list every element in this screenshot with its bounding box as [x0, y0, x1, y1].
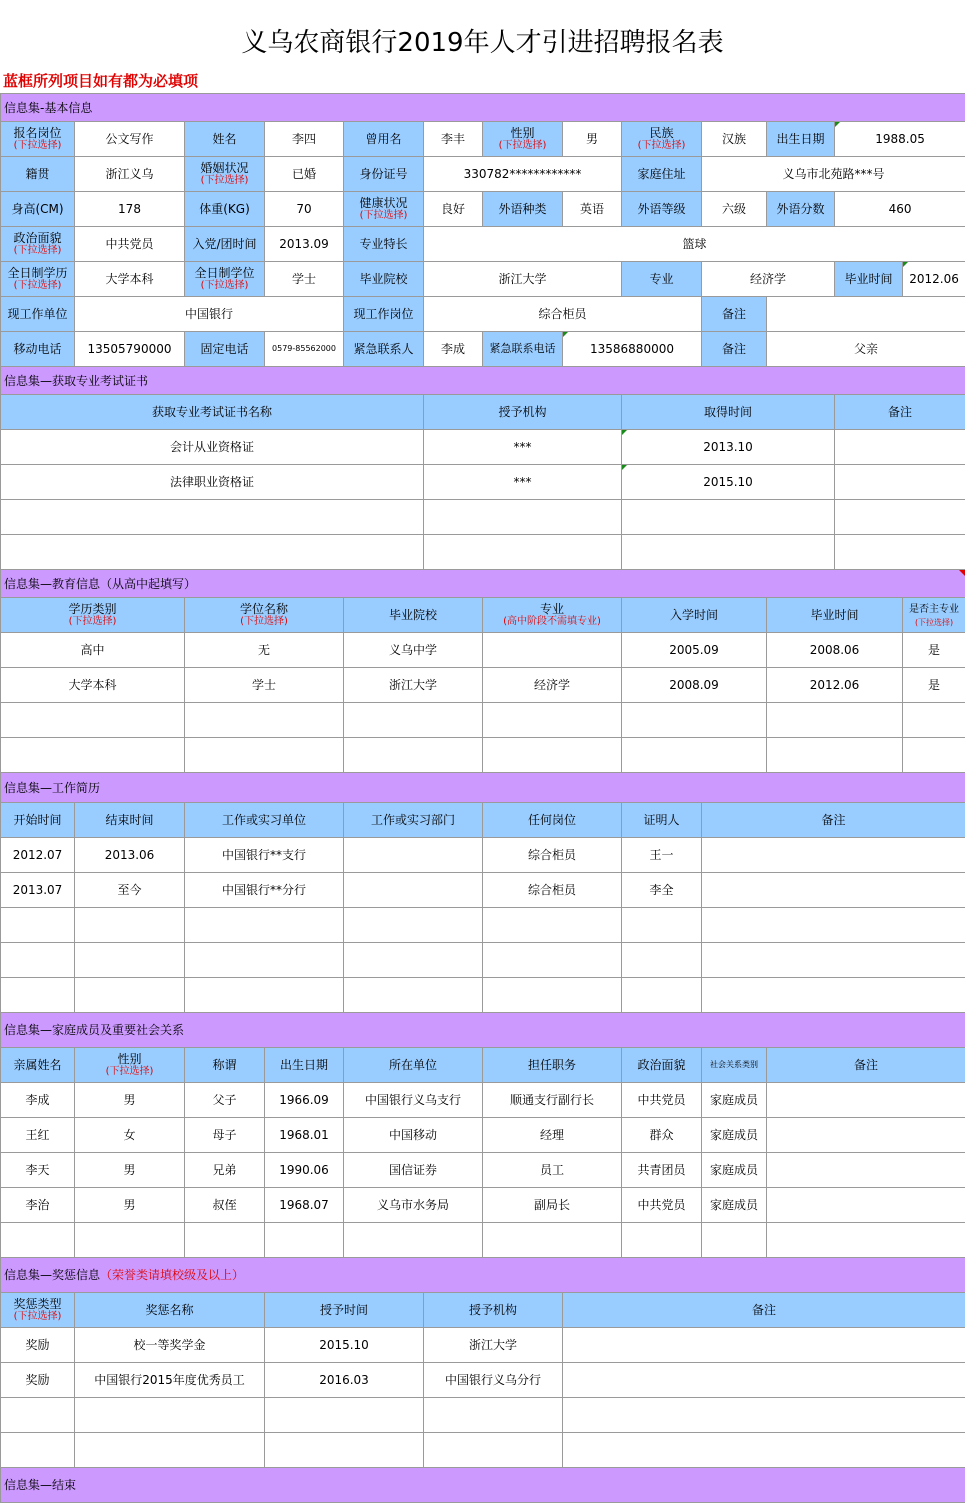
table-row [1, 500, 965, 535]
edu-cell[interactable]: 2012.06 [767, 668, 903, 703]
work-cell[interactable]: 2013.07 [1, 873, 75, 908]
award-note: （荣誉类请填校级及以上） [100, 1268, 245, 1282]
work-header: 备注 [702, 803, 965, 838]
cert-cell[interactable] [835, 430, 965, 465]
field-address[interactable]: 义乌市北苑路***号 [702, 157, 965, 192]
award-cell[interactable]: 校一等奖学金 [75, 1328, 265, 1363]
family-cell[interactable]: 女 [75, 1118, 185, 1153]
field-native[interactable]: 浙江义乌 [75, 157, 185, 192]
edu-header: 毕业时间 [767, 598, 903, 633]
label-address: 家庭住址 [622, 157, 702, 192]
work-cell[interactable] [344, 943, 483, 978]
table-row [1, 1153, 965, 1188]
work-cell[interactable] [1, 978, 75, 1013]
cert-cell[interactable]: 会计从业资格证 [1, 430, 424, 465]
award-cell[interactable]: 2015.10 [265, 1328, 424, 1363]
edu-cell[interactable]: 学士 [185, 668, 344, 703]
edu-cell[interactable]: 无 [185, 633, 344, 668]
family-cell[interactable]: 员工 [483, 1153, 622, 1188]
work-cell[interactable]: 王一 [622, 838, 702, 873]
edu-cell[interactable] [185, 703, 344, 738]
label-employer: 现工作单位 [1, 297, 75, 332]
table-row [1, 873, 965, 908]
family-header: 性别 (下拉选择) [75, 1048, 185, 1083]
award-header: 备注 [563, 1293, 965, 1328]
award-header: 授予机构 [424, 1293, 563, 1328]
award-cell[interactable]: 2016.03 [265, 1363, 424, 1398]
family-cell[interactable]: 男 [75, 1188, 185, 1223]
award-cell[interactable] [424, 1433, 563, 1468]
edu-header: 毕业院校 [344, 598, 483, 633]
field-contact-phone[interactable]: 13586880000 [563, 332, 702, 367]
edu-cell[interactable] [903, 738, 965, 773]
label-contact: 紧急联系人 [344, 332, 424, 367]
field-lang-type[interactable]: 英语 [563, 192, 622, 227]
section-end: 信息集—结束 [1, 1468, 965, 1503]
family-cell[interactable]: 家庭成员 [702, 1153, 767, 1188]
field-grad-time[interactable]: 2012.06 [903, 262, 965, 297]
edu-header: 入学时间 [622, 598, 767, 633]
work-cell[interactable] [185, 943, 344, 978]
award-cell[interactable]: 奖励 [1, 1363, 75, 1398]
label-remark-2: 备注 [702, 332, 767, 367]
table-row [1, 1223, 965, 1258]
work-header: 开始时间 [1, 803, 75, 838]
work-cell[interactable] [185, 978, 344, 1013]
family-cell[interactable] [767, 1188, 965, 1223]
label-ft-edu: 全日制学历 (下拉选择) [1, 262, 75, 297]
family-cell[interactable]: 家庭成员 [702, 1188, 767, 1223]
work-cell[interactable] [1, 908, 75, 943]
work-cell[interactable]: 中国银行**支行 [185, 838, 344, 873]
cert-header: 备注 [835, 395, 965, 430]
award-cell[interactable] [424, 1398, 563, 1433]
label-height: 身高(CM) [1, 192, 75, 227]
label-lang-score: 外语分数 [767, 192, 835, 227]
label-mobile: 移动电话 [1, 332, 75, 367]
edu-cell[interactable] [344, 703, 483, 738]
work-header: 证明人 [622, 803, 702, 838]
field-birth[interactable]: 1988.05 [835, 122, 965, 157]
table-row [1, 1188, 965, 1223]
label-ft-degree: 全日制学位 (下拉选择) [185, 262, 265, 297]
award-header: 奖惩类型 (下拉选择) [1, 1293, 75, 1328]
cert-cell[interactable]: *** [424, 430, 622, 465]
table-row [1, 908, 965, 943]
family-cell[interactable]: 中国移动 [344, 1118, 483, 1153]
work-cell[interactable] [344, 978, 483, 1013]
award-cell[interactable]: 浙江大学 [424, 1328, 563, 1363]
cert-cell[interactable]: *** [424, 465, 622, 500]
family-cell[interactable]: 1966.09 [265, 1083, 344, 1118]
field-remark-2[interactable]: 父亲 [767, 332, 965, 367]
label-id: 身份证号 [344, 157, 424, 192]
work-header: 工作或实习部门 [344, 803, 483, 838]
award-cell[interactable] [563, 1433, 965, 1468]
label-school: 毕业院校 [344, 262, 424, 297]
work-cell[interactable] [75, 943, 185, 978]
edu-header: 学位名称 (下拉选择) [185, 598, 344, 633]
cert-header: 授予机构 [424, 395, 622, 430]
table-row [1, 978, 965, 1013]
table-row [1, 838, 965, 873]
cert-cell[interactable]: 2015.10 [622, 465, 835, 500]
family-cell[interactable] [767, 1118, 965, 1153]
label-join-time: 入党/团时间 [185, 227, 265, 262]
table-row [1, 465, 965, 500]
edu-cell[interactable]: 经济学 [483, 668, 622, 703]
edu-cell[interactable] [622, 738, 767, 773]
award-cell[interactable] [563, 1363, 965, 1398]
edu-header: 专业 (高中阶段不需填专业) [483, 598, 622, 633]
label-political: 政治面貌 (下拉选择) [1, 227, 75, 262]
award-cell[interactable]: 奖励 [1, 1328, 75, 1363]
field-lang-level[interactable]: 六级 [702, 192, 767, 227]
family-cell[interactable]: 共青团员 [622, 1153, 702, 1188]
table-row [1, 633, 965, 668]
work-cell[interactable] [483, 908, 622, 943]
table-row [1, 943, 965, 978]
family-cell[interactable] [483, 1223, 622, 1258]
cert-cell[interactable] [424, 500, 622, 535]
family-cell[interactable]: 李成 [1, 1083, 75, 1118]
table-row [1, 1328, 965, 1363]
table-row [1, 738, 965, 773]
table-row [1, 1433, 965, 1468]
work-cell[interactable]: 中国银行**分行 [185, 873, 344, 908]
label-lang-level: 外语等级 [622, 192, 702, 227]
work-cell[interactable] [483, 978, 622, 1013]
cert-cell[interactable] [622, 535, 835, 570]
field-major[interactable]: 经济学 [702, 262, 835, 297]
field-political[interactable]: 中共党员 [75, 227, 185, 262]
field-height[interactable]: 178 [75, 192, 185, 227]
family-cell[interactable] [702, 1223, 767, 1258]
cert-cell[interactable] [835, 500, 965, 535]
edu-cell[interactable] [1, 703, 185, 738]
field-weight[interactable]: 70 [265, 192, 344, 227]
edu-header: 学历类别 (下拉选择) [1, 598, 185, 633]
work-cell[interactable] [702, 838, 965, 873]
cert-cell[interactable]: 2013.10 [622, 430, 835, 465]
award-header: 授予时间 [265, 1293, 424, 1328]
edu-cell[interactable] [622, 703, 767, 738]
work-cell[interactable] [344, 838, 483, 873]
edu-cell[interactable]: 2005.09 [622, 633, 767, 668]
label-major: 专业 [622, 262, 702, 297]
work-cell[interactable] [344, 873, 483, 908]
table-row [1, 1118, 965, 1153]
edu-cell[interactable] [483, 738, 622, 773]
work-header: 任何岗位 [483, 803, 622, 838]
label-position: 报名岗位 (下拉选择) [1, 122, 75, 157]
family-cell[interactable]: 经理 [483, 1118, 622, 1153]
award-cell[interactable]: 中国银行2015年度优秀员工 [75, 1363, 265, 1398]
table-row [1, 668, 965, 703]
edu-cell[interactable] [483, 633, 622, 668]
field-position[interactable]: 公文写作 [75, 122, 185, 157]
work-cell[interactable] [483, 943, 622, 978]
family-cell[interactable]: 李治 [1, 1188, 75, 1223]
family-cell[interactable]: 叔侄 [185, 1188, 265, 1223]
edu-cell[interactable] [767, 738, 903, 773]
family-cell[interactable] [265, 1223, 344, 1258]
family-cell[interactable]: 王红 [1, 1118, 75, 1153]
edu-cell[interactable]: 2008.06 [767, 633, 903, 668]
label-ethnicity: 民族 (下拉选择) [622, 122, 702, 157]
family-header: 所在单位 [344, 1048, 483, 1083]
field-ft-edu[interactable]: 大学本科 [75, 262, 185, 297]
family-cell[interactable] [622, 1223, 702, 1258]
label-contact-phone: 紧急联系电话 [483, 332, 563, 367]
section-basic: 信息集-基本信息 [1, 94, 965, 122]
family-cell[interactable]: 中共党员 [622, 1083, 702, 1118]
award-cell[interactable] [75, 1398, 265, 1433]
family-cell[interactable]: 男 [75, 1083, 185, 1118]
cert-cell[interactable]: 法律职业资格证 [1, 465, 424, 500]
page-title: 义乌农商银行2019年人才引进招聘报名表 [241, 28, 724, 58]
field-mobile[interactable]: 13505790000 [75, 332, 185, 367]
work-cell[interactable]: 综合柜员 [483, 873, 622, 908]
family-cell[interactable] [344, 1223, 483, 1258]
section-edu: 信息集—教育信息（从高中起填写） [1, 570, 965, 598]
work-cell[interactable]: 李全 [622, 873, 702, 908]
family-cell[interactable]: 副局长 [483, 1188, 622, 1223]
label-remark-1: 备注 [702, 297, 767, 332]
field-employer[interactable]: 中国银行 [75, 297, 344, 332]
table-row [1, 1083, 965, 1118]
section-award: 信息集—奖惩信息（荣誉类请填校级及以上） [1, 1258, 965, 1293]
work-cell[interactable] [344, 908, 483, 943]
family-cell[interactable]: 群众 [622, 1118, 702, 1153]
work-cell[interactable] [75, 908, 185, 943]
family-header: 备注 [767, 1048, 965, 1083]
field-school[interactable]: 浙江大学 [424, 262, 622, 297]
family-header: 亲属姓名 [1, 1048, 75, 1083]
family-cell[interactable]: 义乌市水务局 [344, 1188, 483, 1223]
family-cell[interactable] [767, 1083, 965, 1118]
award-cell[interactable] [563, 1398, 965, 1433]
field-join-time[interactable]: 2013.09 [265, 227, 344, 262]
family-cell[interactable]: 国信证券 [344, 1153, 483, 1188]
label-phone: 固定电话 [185, 332, 265, 367]
work-cell[interactable]: 2013.06 [75, 838, 185, 873]
family-cell[interactable]: 男 [75, 1153, 185, 1188]
label-post: 现工作岗位 [344, 297, 424, 332]
family-header: 出生日期 [265, 1048, 344, 1083]
field-lang-score[interactable]: 460 [835, 192, 965, 227]
table-row [1, 430, 965, 465]
field-former-name[interactable]: 李丰 [424, 122, 483, 157]
label-specialty: 专业特长 [344, 227, 424, 262]
family-header: 社会关系类别 [702, 1048, 767, 1083]
edu-cell[interactable]: 是 [903, 668, 965, 703]
edu-cell[interactable] [185, 738, 344, 773]
family-header: 称谓 [185, 1048, 265, 1083]
edu-cell[interactable] [767, 703, 903, 738]
label-lang-type: 外语种类 [483, 192, 563, 227]
work-cell[interactable] [622, 943, 702, 978]
work-cell[interactable]: 综合柜员 [483, 838, 622, 873]
cert-cell[interactable] [1, 535, 424, 570]
cert-header: 获取专业考试证书名称 [1, 395, 424, 430]
award-cell[interactable] [1, 1433, 75, 1468]
label-birth: 出生日期 [767, 122, 835, 157]
family-cell[interactable]: 中国银行义乌支行 [344, 1083, 483, 1118]
field-contact[interactable]: 李成 [424, 332, 483, 367]
family-cell[interactable]: 顺通支行副行长 [483, 1083, 622, 1118]
field-gender[interactable]: 男 [563, 122, 622, 157]
cert-header: 取得时间 [622, 395, 835, 430]
label-weight: 体重(KG) [185, 192, 265, 227]
work-cell[interactable] [702, 873, 965, 908]
work-cell[interactable] [1, 943, 75, 978]
label-name: 姓名 [185, 122, 265, 157]
section-family: 信息集—家庭成员及重要社会关系 [1, 1013, 965, 1048]
edu-cell[interactable]: 高中 [1, 633, 185, 668]
family-header: 担任职务 [483, 1048, 622, 1083]
cert-cell[interactable] [835, 465, 965, 500]
work-cell[interactable] [702, 943, 965, 978]
family-cell[interactable] [767, 1153, 965, 1188]
work-header: 工作或实习单位 [185, 803, 344, 838]
work-cell[interactable]: 至今 [75, 873, 185, 908]
field-marital[interactable]: 已婚 [265, 157, 344, 192]
field-post[interactable]: 综合柜员 [424, 297, 702, 332]
family-cell[interactable]: 兄弟 [185, 1153, 265, 1188]
family-header: 政治面貌 [622, 1048, 702, 1083]
section-work: 信息集—工作简历 [1, 773, 965, 803]
field-health[interactable]: 良好 [424, 192, 483, 227]
family-cell[interactable]: 父子 [185, 1083, 265, 1118]
work-header: 结束时间 [75, 803, 185, 838]
label-marital: 婚姻状况 (下拉选择) [185, 157, 265, 192]
family-cell[interactable]: 李天 [1, 1153, 75, 1188]
table-row [1, 535, 965, 570]
field-specialty[interactable]: 篮球 [424, 227, 965, 262]
field-id[interactable]: 330782************ [424, 157, 622, 192]
edu-cell[interactable]: 义乌中学 [344, 633, 483, 668]
label-health: 健康状况 (下拉选择) [344, 192, 424, 227]
work-cell[interactable] [622, 908, 702, 943]
field-remark-1[interactable] [767, 297, 965, 332]
family-cell[interactable] [185, 1223, 265, 1258]
edu-cell[interactable] [344, 738, 483, 773]
label-grad-time: 毕业时间 [835, 262, 903, 297]
family-cell[interactable] [1, 1223, 75, 1258]
label-native: 籍贯 [1, 157, 75, 192]
edu-cell[interactable]: 2008.09 [622, 668, 767, 703]
work-cell[interactable] [185, 908, 344, 943]
family-cell[interactable]: 1968.01 [265, 1118, 344, 1153]
edu-cell[interactable] [483, 703, 622, 738]
cert-cell[interactable] [835, 535, 965, 570]
edu-cell[interactable]: 是 [903, 633, 965, 668]
label-former-name: 曾用名 [344, 122, 424, 157]
field-phone[interactable]: 0579-85562000 [265, 332, 344, 367]
field-name[interactable]: 李四 [265, 122, 344, 157]
family-cell[interactable]: 1990.06 [265, 1153, 344, 1188]
family-cell[interactable]: 母子 [185, 1118, 265, 1153]
cert-cell[interactable] [622, 500, 835, 535]
edu-cell[interactable]: 浙江大学 [344, 668, 483, 703]
family-cell[interactable] [767, 1223, 965, 1258]
field-ft-degree[interactable]: 学士 [265, 262, 344, 297]
award-cell[interactable]: 中国银行义乌分行 [424, 1363, 563, 1398]
family-cell[interactable]: 家庭成员 [702, 1118, 767, 1153]
award-header: 奖惩名称 [75, 1293, 265, 1328]
award-cell[interactable] [265, 1398, 424, 1433]
work-cell[interactable] [622, 978, 702, 1013]
award-cell[interactable] [265, 1433, 424, 1468]
cert-cell[interactable] [424, 535, 622, 570]
section-cert: 信息集—获取专业考试证书 [1, 367, 965, 395]
edu-cell[interactable] [1, 738, 185, 773]
award-cell[interactable] [563, 1328, 965, 1363]
family-cell[interactable]: 家庭成员 [702, 1083, 767, 1118]
registration-form [0, 93, 965, 1503]
family-cell[interactable]: 1968.07 [265, 1188, 344, 1223]
table-row [1, 703, 965, 738]
label-gender: 性别 (下拉选择) [483, 122, 563, 157]
work-cell[interactable] [702, 908, 965, 943]
award-cell[interactable] [75, 1433, 265, 1468]
work-cell[interactable]: 2012.07 [1, 838, 75, 873]
work-cell[interactable] [702, 978, 965, 1013]
required-note: 蓝框所列项目如有都为必填项 [3, 72, 199, 90]
table-row [1, 1398, 965, 1433]
work-cell[interactable] [75, 978, 185, 1013]
award-cell[interactable] [1, 1398, 75, 1433]
family-cell[interactable]: 中共党员 [622, 1188, 702, 1223]
edu-cell[interactable]: 大学本科 [1, 668, 185, 703]
edu-cell[interactable] [903, 703, 965, 738]
family-cell[interactable] [75, 1223, 185, 1258]
field-ethnicity[interactable]: 汉族 [702, 122, 767, 157]
cert-cell[interactable] [1, 500, 424, 535]
table-row [1, 1363, 965, 1398]
edu-header: 是否主专业 (下拉选择) [903, 598, 965, 633]
